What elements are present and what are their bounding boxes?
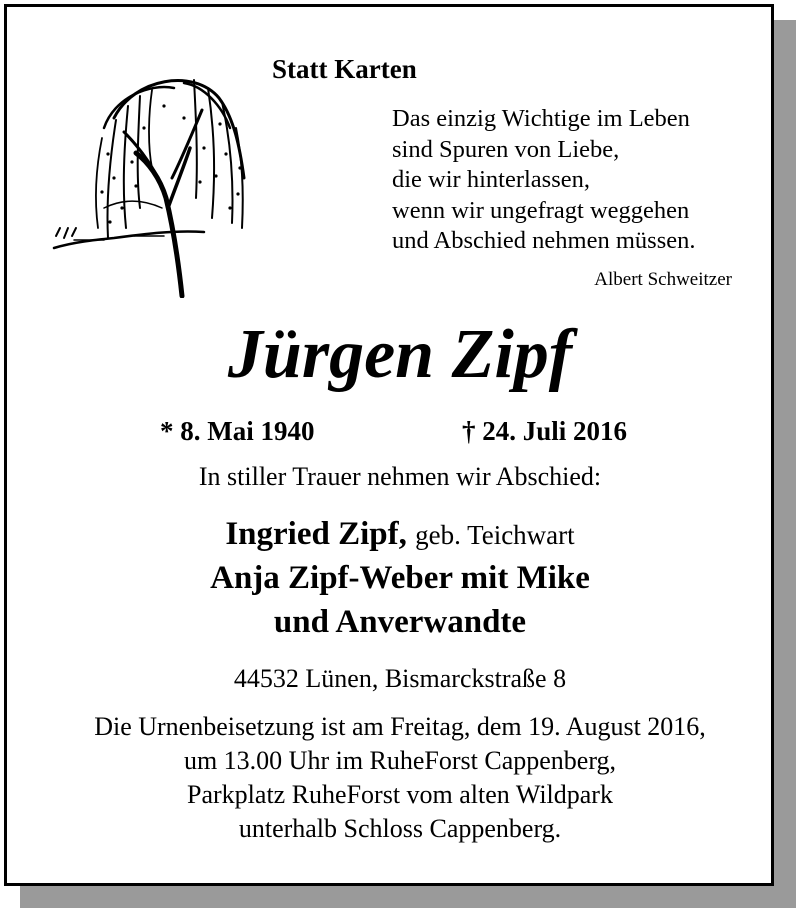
- mourner-line-3: und Anverwandte: [273, 604, 527, 640]
- mourner-line-1: [0, 513, 800, 557]
- mourner-line-2: Anja Zipf-Weber mit Mike: [210, 560, 590, 596]
- quote-author: Albert Schweitzer: [594, 269, 732, 290]
- quote-line: die wir hinterlassen,: [392, 166, 590, 193]
- birth-date: * 8. Mai 1940: [160, 416, 315, 446]
- mourner-name: Ingried Zipf,: [225, 516, 407, 552]
- burial-line: Die Urnenbeisetzung ist am Freitag, dem 19. August 2016,: [94, 712, 706, 741]
- quote-line: wenn wir ungefragt weggehen: [392, 196, 690, 224]
- address: 44532 Lünen, Bismarckstraße 8: [233, 664, 567, 693]
- mourner-maiden-name: geb. Teichwart: [415, 520, 575, 550]
- willow-tree-icon: [44, 58, 254, 298]
- burial-line: um 13.00 Uhr im RuheForst Cappenberg,: [183, 746, 617, 775]
- quote-line: Das einzig Wichtige im Leben: [392, 105, 690, 132]
- quote-line: sind Spuren von Liebe,: [392, 135, 620, 163]
- burial-line: Parkplatz RuheForst vom alten Wildpark: [187, 780, 613, 809]
- statt-karten-heading: Statt Karten: [272, 54, 417, 84]
- mourning-line: In stiller Trauer nehmen wir Abschied:: [198, 462, 602, 491]
- death-date: † 24. Juli 2016: [462, 416, 628, 446]
- burial-line: unterhalb Schloss Cappenberg.: [238, 814, 562, 843]
- quote-block: [392, 104, 696, 257]
- quote-line: und Abschied nehmen müssen.: [392, 227, 696, 254]
- deceased-name: Jürgen Zipf: [227, 316, 573, 393]
- burial-info: [0, 710, 800, 846]
